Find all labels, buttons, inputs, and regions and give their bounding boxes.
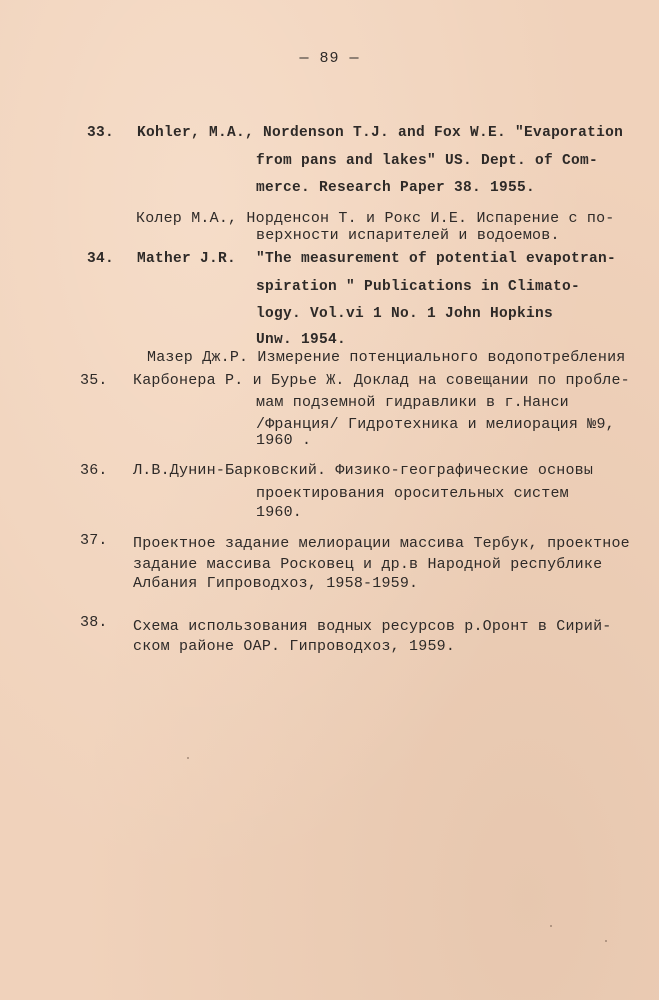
entry-35-line-3: /Франция/ Гидротехника и мелиорация №9, [256,416,615,433]
entry-33-translation-line-2: верхности испарителей и водоемов. [256,227,560,244]
entry-33-line-3: merce. Research Paper 38. 1955. [256,180,536,196]
entry-34-line-1: "The measurement of potential evapotran- [256,251,617,267]
entry-34-line-2: spiration " Publications in Climato- [256,279,581,295]
entry-36-line-3: 1960. [256,504,303,521]
page-number: — 89 — [299,50,360,67]
entry-38-line-2: ском районе ОАР. Гипроводхоз, 1959. [133,638,456,655]
entry-37-line-3: Албания Гипроводхоз, 1958-1959. [133,575,419,592]
entry-36-line-1: Л.В.Дунин-Барковский. Физико-географические основы [133,462,594,479]
entry-34-translation-line-1: Мазер Дж.Р. Измерение потенциального водопотребления [147,349,626,366]
entry-37-line-1: Проектное задание мелиорации массива Тербук, проектное [133,535,630,552]
entry-37-line-2: задание массива Росковец и др.в Народной республике [133,556,603,573]
entry-number-37: 37. [80,532,108,549]
entry-34-line-3: logy. Vol.vi 1 No. 1 John Hopkins [256,306,554,322]
entry-33-line-1: Kohler, M.A., Nordenson T.J. and Fox W.E. "Evaporation [137,125,624,141]
entry-35-line-2: мам подземной гидравлики в г.Нанси [256,394,569,411]
entry-number-38: 38. [80,614,108,631]
entry-34-author: Mather J.R. [137,251,237,267]
entry-number-36: 36. [80,462,108,479]
entry-36-line-2: проектирования оросительных систем [256,485,569,502]
entry-33-translation-line-1: Колер М.А., Норденсон Т. и Рокс И.Е. Испарение с по- [136,210,615,227]
paper-speck [187,757,189,759]
entry-number-33: 33. [87,125,115,141]
entry-number-35: 35. [80,372,108,389]
paper-speck [550,925,552,927]
entry-number-34: 34. [87,251,115,267]
entry-35-line-4: 1960 . [256,432,312,449]
entry-35-line-1: Карбонера Р. и Бурье Ж. Доклад на совещании по пробле- [133,372,630,389]
entry-34-line-4: Unw. 1954. [256,332,347,348]
entry-38-line-1: Схема использования водных ресурсов р.Оронт в Сирий- [133,618,612,635]
paper-speck [605,940,607,942]
entry-33-line-2: from pans and lakes" US. Dept. of Com- [256,153,599,169]
